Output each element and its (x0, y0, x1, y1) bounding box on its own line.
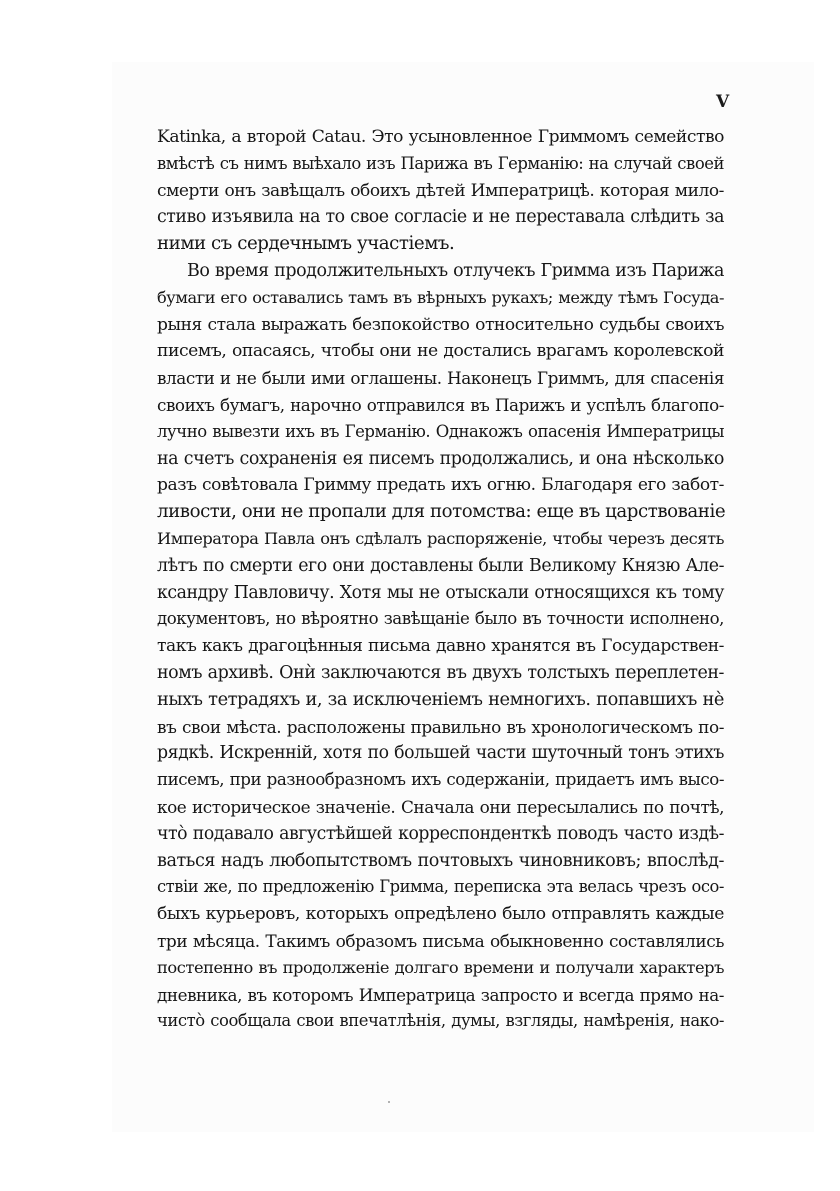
text-line: ваться надъ любопытствомъ почтовыхъ чиновниковъ; впослѣд- (157, 850, 724, 871)
text-line: Императора Павла онъ сдѣлалъ распоряженіе, чтобы черезъ десять (157, 528, 724, 548)
text-line: вмѣстѣ съ нимъ выѣхало изъ Парижа въ Германію: на случай своей (157, 153, 724, 173)
text-line: смерти онъ завѣщалъ обоихъ дѣтей Императрицѣ. которая мило- (157, 180, 724, 201)
text-line: писемъ, опасаясь, чтобы они не достались врагамъ королевской (157, 341, 724, 362)
text-line: ксандру Павловичу. Хотя мы не отыскали относящихся къ тому (157, 582, 724, 603)
text-line: документовъ, но вѣроятно завѣщаніе было въ точности исполнено, (157, 609, 724, 629)
text-line: рядкѣ. Искренній, хотя по большей части шуточный тонъ этихъ (157, 743, 724, 764)
text-line: что̀ подавало августѣйшей корреспонденткѣ поводъ часто издѣ- (157, 823, 724, 844)
text-line: ливости, они не пропали для потомства: еще въ царствованіе (157, 501, 726, 523)
text-line: власти и не были ими оглашены. Наконецъ Гриммъ, для спасенія (157, 368, 724, 389)
text-line: Katinka, а второй Catau. Это усыновленное Гриммомъ семейство (157, 127, 724, 147)
text-line: стиво изъявила на то свое согласіе и не переставала слѣдить за (157, 207, 724, 228)
text-line: Во время продолжительныхъ отлучекъ Гримма изъ Парижа (187, 260, 724, 281)
text-line: три мѣсяца. Такимъ образомъ письма обыкновенно составлялись (157, 930, 724, 951)
body-text (157, 124, 724, 1035)
text-line: ствіи же, по предложенію Гримма, переписка эта велась чрезъ осо- (157, 877, 724, 897)
text-line: рыня стала выражать безпокойство относительно судьбы своихъ (157, 314, 724, 335)
page-number: V (716, 92, 730, 112)
text-line: разъ совѣтовала Гримму предать ихъ огню. Благодаря его забот- (157, 475, 724, 496)
text-line: лучно вывезти ихъ въ Германію. Однакожъ опасенія Императрицы (157, 421, 724, 441)
text-line: ними съ сердечнымъ участіемъ. (157, 233, 455, 255)
text-line: быхъ курьеровъ, которыхъ опредѣлено было отправлять каждые (157, 904, 724, 925)
text-line: номъ архивѣ. Онѝ заключаются въ двухъ толстыхъ переплетен- (157, 662, 724, 683)
scan-speck (388, 1101, 390, 1103)
text-line: писемъ, при разнообразномъ ихъ содержаніи, придаетъ имъ высо- (157, 770, 724, 790)
text-line: на счетъ сохраненія ея писемъ продолжались, и она нѣсколько (157, 448, 724, 469)
text-line: чисто̀ сообщала свои впечатлѣнія, думы, взгляды, намѣренія, нако- (157, 1011, 724, 1031)
text-line: въ свои мѣста. расположены правильно въ хронологическомъ по- (157, 716, 724, 737)
text-line: постепенно въ продолженіе долгаго времени и получали характеръ (157, 957, 724, 977)
text-line: такъ какъ драгоцѣнныя письма давно хранятся въ Государствен- (157, 636, 724, 657)
text-line: кое историческое значеніе. Сначала они пересылались по почтѣ, (157, 796, 724, 817)
text-line: своихъ бумагъ, нарочно отправился въ Парижъ и успѣлъ благопо- (157, 394, 724, 415)
text-line: бумаги его оставались тамъ въ вѣрныхъ рукахъ; между тѣмъ Госуда- (157, 287, 724, 307)
text-line: дневника, въ которомъ Императрица запросто и всегда прямо на- (157, 984, 724, 1005)
text-line: ныхъ тетрадяхъ и, за исключеніемъ немногихъ. попавшихъ нѐ (157, 688, 724, 710)
text-line: лѣтъ по смерти его они доставлены были Великому Князю Але- (157, 555, 724, 576)
